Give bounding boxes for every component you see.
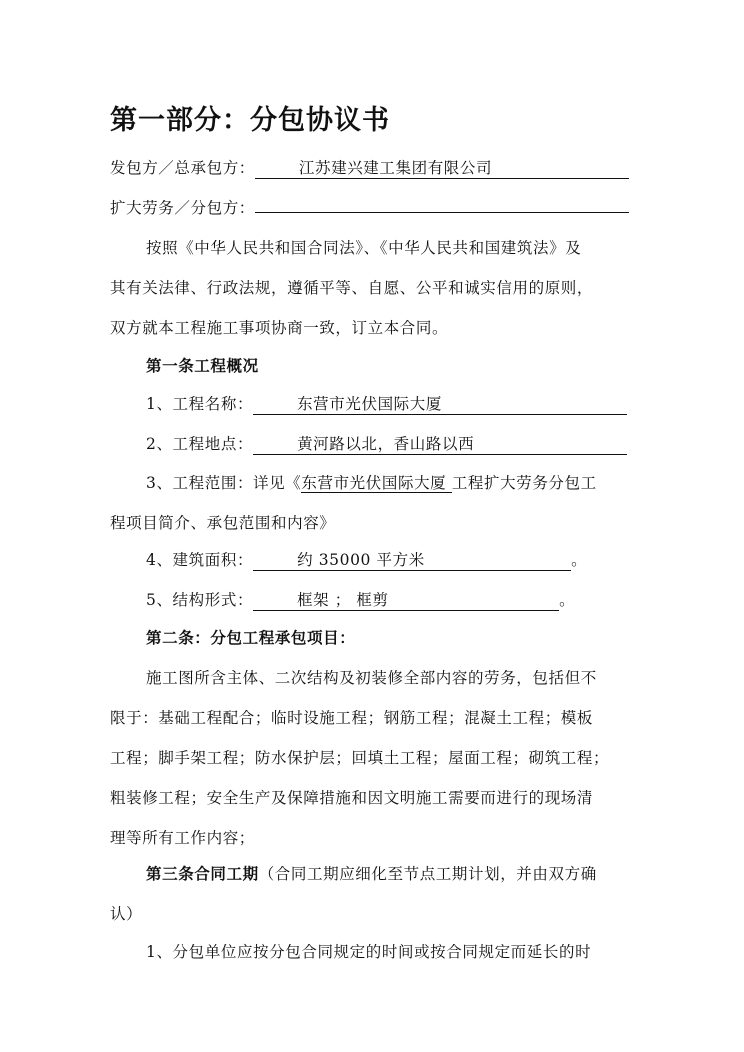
article3-item-1: 1、分包单位应按分包合同规定的时间或按合同规定而延长的时 [146, 943, 592, 961]
building-area-row [146, 548, 587, 571]
intro-line-1: 按照《中华人民共和国合同法》、《中华人民共和国建筑法》及 [146, 239, 582, 257]
contractor-label: 发包方／总承包方： [110, 159, 255, 177]
project-location-field[interactable]: 黄河路以北，香山路以西 [253, 434, 627, 455]
article2-line-1: 施工图所含主体、二次结构及初装修全部内容的劳务，包括但不 [146, 669, 597, 687]
structure-type-label: 5、结构形式： [146, 591, 254, 609]
project-name-label: 1、工程名称： [146, 395, 254, 413]
article2-line-3: 工程；脚手架工程；防水保护层；回填土工程；屋面工程；砌筑工程； [110, 749, 610, 767]
project-scope-suffix: 工程扩大劳务分包工 [451, 474, 597, 492]
article3-note: （合同工期应细化至节点工期计划，并由双方确 [258, 865, 597, 883]
project-name-field[interactable]: 东营市光伏国际大厦 [253, 394, 627, 415]
project-scope-prefix: 3、工程范围：详见《 [146, 474, 302, 492]
subcontractor-label: 扩大劳务／分包方： [110, 199, 255, 217]
project-location-row [146, 432, 627, 455]
intro-line-3: 双方就本工程施工事项协商一致，订立本合同。 [110, 319, 449, 337]
building-area-label: 4、建筑面积： [146, 551, 254, 569]
building-area-end: 。 [571, 551, 588, 569]
subcontractor-field[interactable] [255, 212, 629, 213]
contractor-row [110, 156, 629, 179]
article3-heading-row [146, 862, 597, 884]
article3-note-line-2: 认） [110, 905, 143, 923]
contractor-field[interactable]: 江苏建兴建工集团有限公司 [255, 158, 629, 179]
article2-line-4: 粗装修工程；安全生产及保障措施和因文明施工需要而进行的现场清 [110, 789, 594, 807]
structure-type-end: 。 [559, 591, 576, 609]
project-scope-field[interactable]: 东营市光伏国际大厦 [301, 474, 452, 492]
article1-heading: 第一条工程概况 [146, 357, 259, 375]
article2-heading: 第二条：分包工程承包项目： [146, 629, 356, 647]
page-title: 第一部分：分包协议书 [110, 105, 390, 136]
project-scope-line-2: 程项目简介、承包范围和内容》 [110, 514, 336, 532]
structure-type-row [146, 588, 575, 611]
project-location-label: 2、工程地点： [146, 435, 254, 453]
article2-line-2: 限于：基础工程配合；临时设施工程；钢筋工程；混凝土工程；模板 [110, 709, 594, 727]
article3-heading: 第三条合同工期 [146, 865, 259, 883]
intro-line-2: 其有关法律、行政法规，遵循平等、自愿、公平和诚实信用的原则， [110, 279, 594, 297]
project-name-row [146, 392, 627, 415]
building-area-field[interactable]: 约 35000 平方米 [253, 550, 571, 571]
project-scope-row [146, 471, 597, 493]
subcontractor-row [110, 196, 629, 218]
structure-type-field[interactable]: 框架 ； 框剪 [253, 590, 559, 611]
article2-line-5: 理等所有工作内容； [110, 829, 255, 847]
